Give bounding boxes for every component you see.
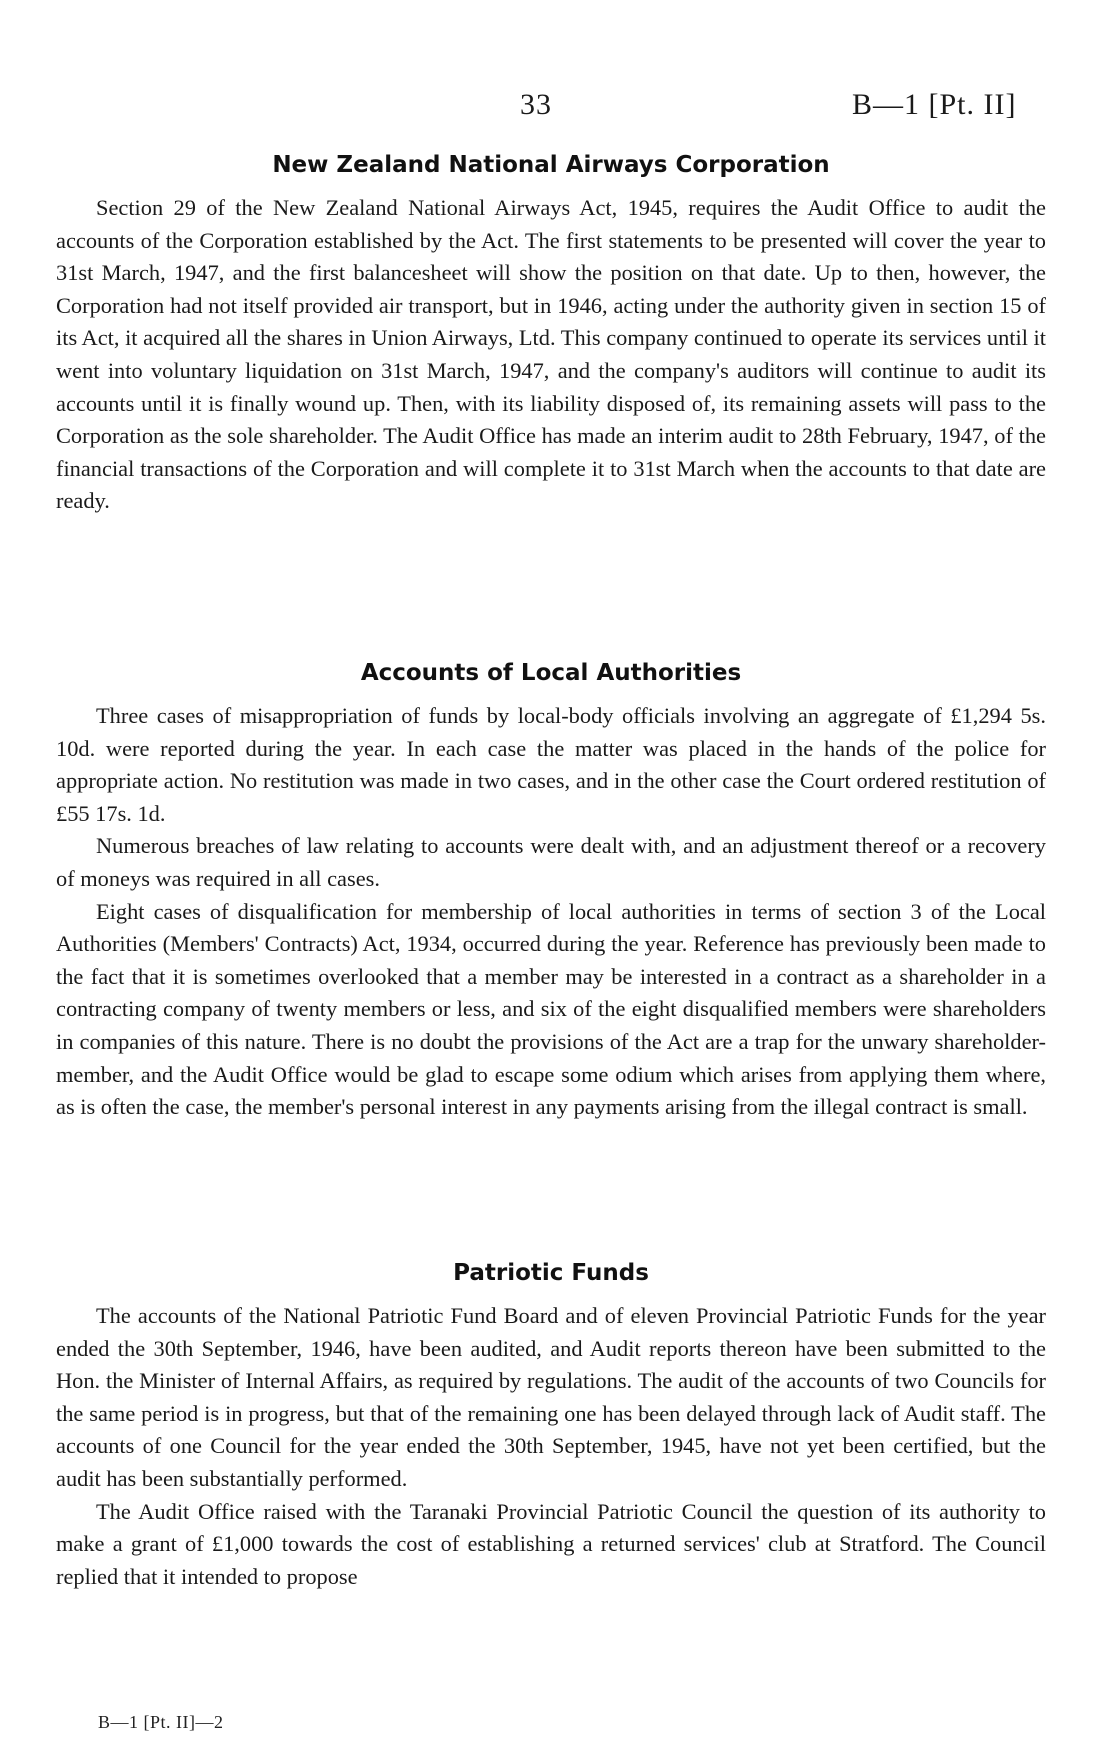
section-patriotic-funds [56, 1260, 1046, 1593]
paragraph: Numerous breaches of law relating to accounts were dealt with, and an adjustment thereof or a recovery of moneys was required in all cases. [56, 833, 1046, 891]
paragraph: Section 29 of the New Zealand National Airways Act, 1945, requires the Audit Office to audit the accounts of the Corporation established by the Act. The first statements to be presented will cover the year to 31st March, 1947, and the first balancesheet will show the position on that date. Up to then, however, the Corporation had not itself provided air transport, but in 1946, acting under the authority given in section 15 of its Act, it acquired all the shares in Union Airways, Ltd. This company continued to operate its services until it went into voluntary liquidation on 31st March, 1947, and the company's auditors will continue to audit its accounts until it is finally wound up. Then, with its liability disposed of, its remaining assets will pass to the Corporation as the sole shareholder. The Audit Office has made an interim audit to 28th February, 1947, of the financial transactions of the Corporation and will complete it to 31st March when the accounts to that date are ready. [56, 195, 1046, 514]
section-title: New Zealand National Airways Corporation [272, 152, 830, 178]
paragraph: The Audit Office raised with the Taranaki Provincial Patriotic Council the question of its authority to make a grant of £1,000 towards the cost of establishing a returned services' club at Stratford. The Council replied that it intended to propose [56, 1498, 1046, 1589]
series-reference: B—1 [Pt. II] [852, 88, 1017, 121]
section-local-authorities [56, 660, 1046, 1124]
paragraph: The accounts of the National Patriotic Fund Board and of eleven Provincial Patriotic Funds for the year ended the 30th September, 1946, have been audited, and Audit reports thereon have been submitted to the Hon. the Minister of Internal Affairs, as required by regulations. The audit of the accounts of two Councils for the same period is in progress, but that of the remaining one has been delayed through lack of Audit staff. The accounts of one Council for the year ended the 30th September, 1945, have not yet been certified, but the audit has been substantially performed. [56, 1303, 1046, 1491]
paragraph: Three cases of misappropriation of funds by local-body officials involving an aggregate of £1,294 5s. 10d. were reported during the year. In each case the matter was placed in the hands of the police for appropriate action. No restitution was made in two cases, and in the other case the Court ordered restitution of £55 17s. 1d. [56, 703, 1046, 826]
page-header [0, 88, 1114, 128]
page-number: 33 [520, 88, 552, 121]
section-nz-airways [56, 152, 1046, 518]
paragraph: Eight cases of disqualification for membership of local authorities in terms of section 3 of the Local Authorities (Members' Contracts) Act, 1934, occurred during the year. Reference has previously been made to the fact that it is sometimes overlooked that a member may be interested in a contract as a shareholder in a contracting company of twenty members or less, and six of the eight disqualified members were shareholders in companies of this nature. There is no doubt the provisions of the Act are a trap for the unwary shareholder-member, and the Audit Office would be glad to escape some odium which arises from applying them where, as is often the case, the member's personal interest in any payments arising from the illegal contract is small. [56, 898, 1046, 1120]
footer-reference: B—1 [Pt. II]—2 [98, 1712, 224, 1732]
section-title: Accounts of Local Authorities [360, 660, 742, 686]
section-title: Patriotic Funds [453, 1260, 649, 1286]
